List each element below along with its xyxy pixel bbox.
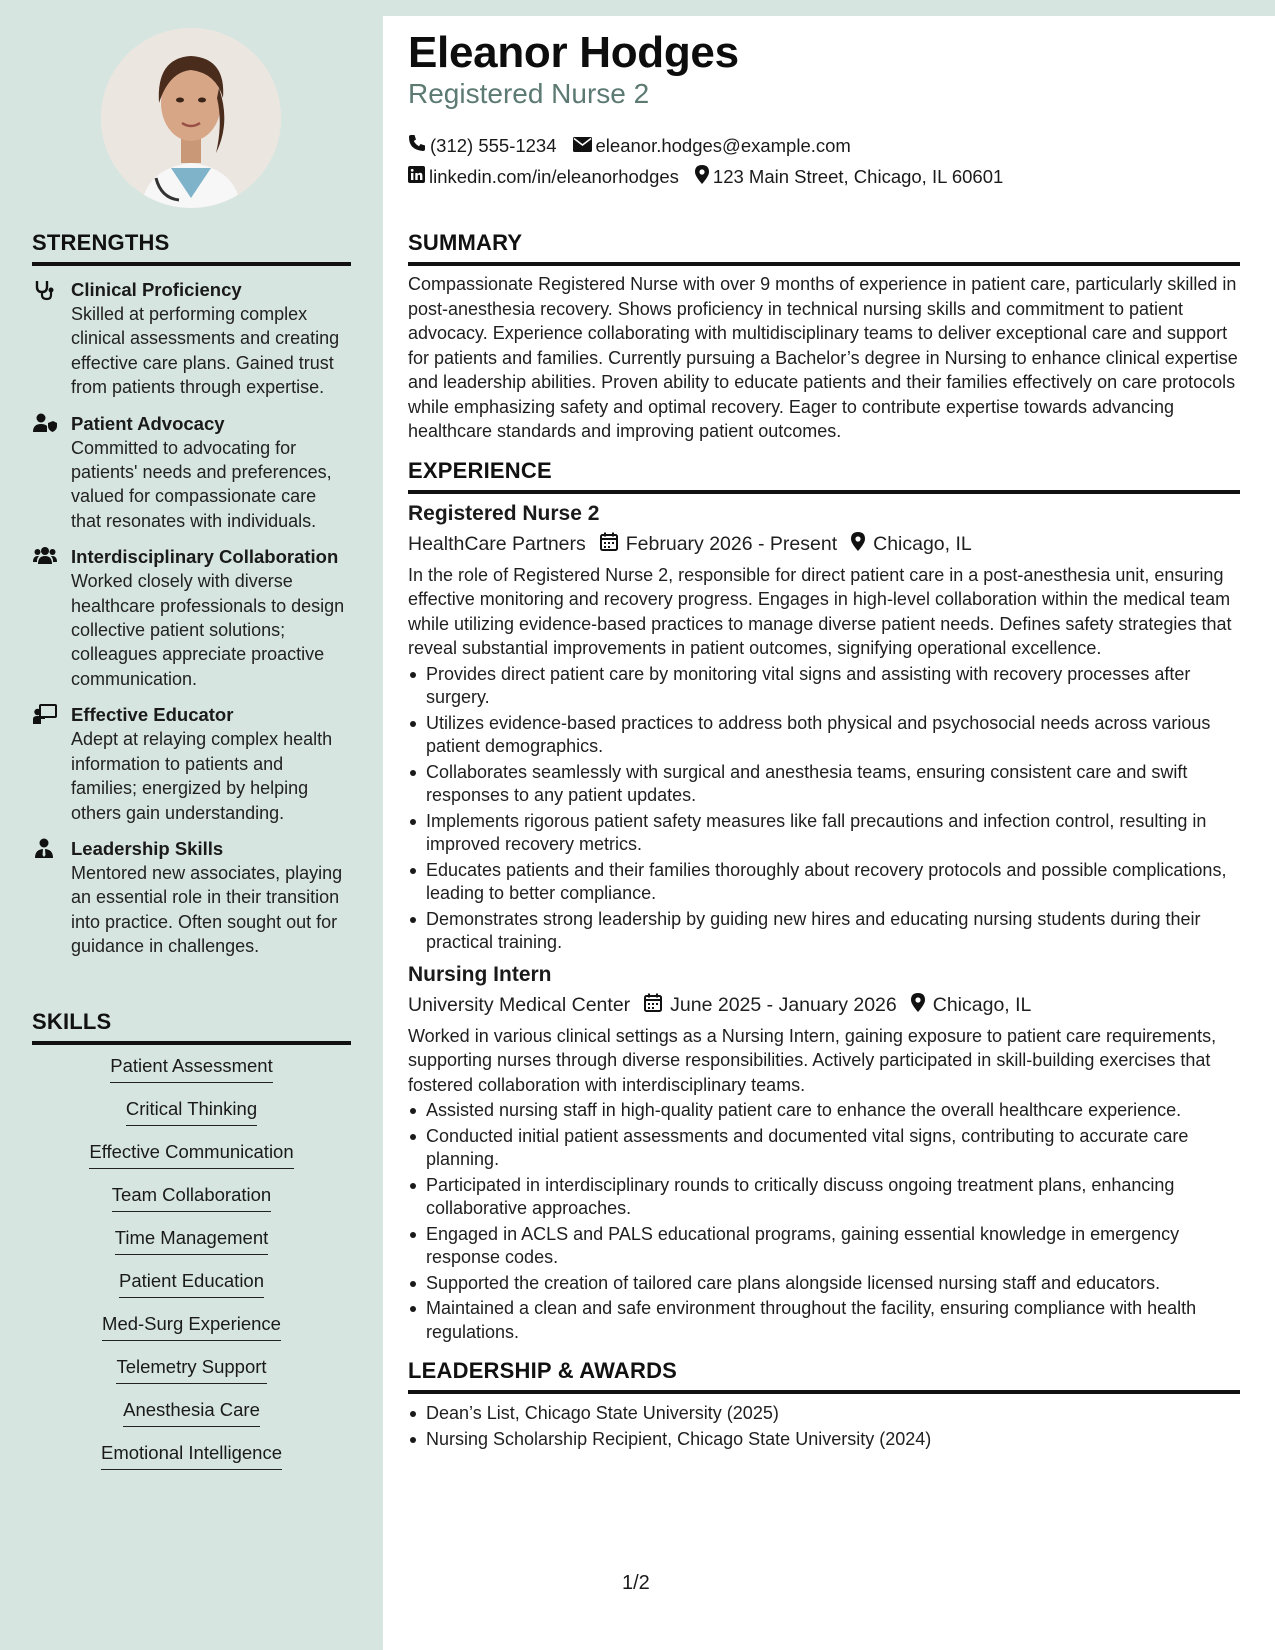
skill-tag: Emotional Intelligence [101, 1442, 282, 1470]
users-icon [33, 546, 57, 568]
candidate-role: Registered Nurse 2 [408, 78, 650, 109]
job-entry [408, 963, 1240, 1345]
job-bullets [408, 1099, 1240, 1344]
strength-desc: Skilled at performing complex clinical assessments and creating effective care plans. Gained trust from patients through expertise. [71, 304, 340, 398]
job-title: Nursing Intern [408, 962, 552, 986]
bullet-item: Conducted initial patient assessments and documented vital signs, contributing to accurate care planning. [408, 1125, 1240, 1172]
skill-tag: Team Collaboration [112, 1184, 271, 1212]
bullet-item: Educates patients and their families thoroughly about recovery protocols and possible complications, leading to better compliance. [408, 859, 1240, 906]
resume-header [383, 0, 1275, 220]
bullet-item: Supported the creation of tailored care plans alongside licensed nursing staff and educators. [408, 1272, 1240, 1296]
job-title: Registered Nurse 2 [408, 501, 600, 525]
awards-list [408, 1402, 1240, 1451]
address-text: 123 Main Street, Chicago, IL 60601 [712, 166, 1004, 187]
bullet-item: Maintained a clean and safe environment throughout the facility, ensuring compliance with health regulations. [408, 1297, 1240, 1344]
contact-row-1 [408, 134, 867, 157]
strength-title: Interdisciplinary Collaboration [71, 546, 339, 568]
company-name: University Medical Center [408, 993, 631, 1016]
job-dates [600, 532, 837, 557]
awards-heading: LEADERSHIP & AWARDS [408, 1358, 1240, 1394]
bullet-item: Collaborates seamlessly with surgical and anesthesia teams, ensuring consistent care and swift responses to any patient updates. [408, 761, 1240, 808]
strengths-heading: STRENGTHS [32, 230, 351, 266]
chalkboard-teacher-icon [33, 704, 57, 726]
user-tie-icon [33, 838, 57, 860]
phone-icon [408, 134, 430, 157]
job-description: In the role of Registered Nurse 2, responsible for direct patient care in a post-anesthesia unit, ensuring effective monitoring and recovery progress. Engages in high-level collaboration within the medical team while utilizing evidence-based practices to manage diverse patient needs. Defines safety strategies that reveal substantial improvements in patient outcomes, signifying operational excellence. [408, 564, 1232, 658]
strength-item [32, 837, 351, 959]
experience-heading: EXPERIENCE [408, 458, 1240, 494]
summary-heading: SUMMARY [408, 230, 1240, 266]
skills-heading: SKILLS [32, 1009, 351, 1045]
skill-tag: Patient Education [119, 1270, 264, 1298]
linkedin-contact[interactable] [408, 166, 679, 188]
strength-desc: Mentored new associates, playing an essential role in their transition into practice. Often sought out for guidance in challenges. [71, 862, 343, 957]
job-location [911, 993, 1032, 1018]
stethoscope-icon [33, 279, 57, 301]
calendar-icon [600, 532, 626, 557]
job-description: Worked in various clinical settings as a Nursing Intern, gaining exposure to patient care requirements, supporting nurses through diverse responsibilities. Actively participated in skill-building exercises that fostered collaboration with interdisciplinary teams. [408, 1025, 1217, 1095]
skill-tag: Critical Thinking [126, 1098, 257, 1126]
email-text[interactable]: eleanor.hodges@example.com [595, 134, 851, 156]
job-location [851, 532, 972, 557]
user-shield-icon [33, 413, 57, 435]
avatar [101, 28, 281, 208]
contact-row-2 [408, 165, 1019, 189]
job-entry [408, 502, 1240, 955]
job-meta [408, 532, 1240, 557]
page-number: 1/2 [622, 1572, 650, 1594]
skill-tag: Telemetry Support [116, 1356, 266, 1384]
job-dates [644, 993, 897, 1018]
bullet-item: Implements rigorous patient safety measures like fall precautions and infection control, resulting in improved recovery metrics. [408, 810, 1240, 857]
job-bullets [408, 663, 1240, 955]
phone-contact [408, 134, 557, 157]
map-pin-icon [911, 993, 933, 1018]
award-item: Dean’s List, Chicago State University (2025) [408, 1402, 1240, 1426]
strength-title: Patient Advocacy [71, 412, 225, 434]
skill-tag: Med-Surg Experience [102, 1313, 281, 1341]
phone-text: (312) 555-1234 [430, 134, 557, 156]
award-item: Nursing Scholarship Recipient, Chicago State University (2024) [408, 1428, 1240, 1452]
summary-section [408, 230, 1240, 444]
calendar-icon [644, 993, 670, 1018]
address-contact [695, 165, 1003, 189]
company-name: HealthCare Partners [408, 532, 586, 555]
skills-section [32, 1009, 351, 1485]
main-content [383, 230, 1275, 1453]
bullet-item: Provides direct patient care by monitoring vital signs and assisting with recovery processes after surgery. [408, 663, 1240, 710]
bullet-item: Assisted nursing staff in high-quality patient care to enhance the overall healthcare experience. [408, 1099, 1240, 1123]
strength-desc: Worked closely with diverse healthcare professionals to design collective patient solutions; colleagues appreciate proactive communication. [71, 571, 345, 689]
linkedin-text[interactable]: linkedin.com/in/eleanorhodges [429, 166, 679, 187]
experience-section [408, 458, 1240, 1345]
candidate-name: Eleanor Hodges [408, 28, 739, 77]
bullet-item: Participated in interdisciplinary rounds to critically discuss ongoing treatment plans, enhancing collaborative approaches. [408, 1174, 1240, 1221]
bullet-item: Utilizes evidence-based practices to address both physical and psychosocial needs across various patient demographics. [408, 712, 1240, 759]
job-dates-text: June 2025 - January 2026 [670, 993, 897, 1016]
strength-item [32, 412, 351, 534]
strength-title: Leadership Skills [71, 837, 224, 859]
bullet-item: Engaged in ACLS and PALS educational programs, gaining essential knowledge in emergency response codes. [408, 1223, 1240, 1270]
linkedin-icon [408, 166, 429, 188]
skill-tag: Patient Assessment [110, 1055, 272, 1083]
strength-title: Effective Educator [71, 704, 234, 726]
map-pin-icon [851, 532, 873, 557]
strength-item [32, 545, 351, 691]
map-pin-icon [695, 165, 713, 189]
strength-desc: Adept at relaying complex health information to patients and families; energized by helping others gain understanding. [71, 729, 333, 823]
envelope-icon [573, 135, 596, 157]
job-meta [408, 993, 1240, 1018]
bullet-item: Demonstrates strong leadership by guiding new hires and educating nursing students during their practical training. [408, 908, 1240, 955]
email-contact[interactable] [573, 135, 851, 157]
job-dates-text: February 2026 - Present [625, 532, 838, 555]
strength-title: Clinical Proficiency [71, 279, 242, 300]
strength-item [32, 278, 351, 400]
skills-list [32, 1055, 351, 1470]
awards-section [408, 1358, 1240, 1451]
skill-tag: Time Management [115, 1227, 269, 1255]
job-location-text: Chicago, IL [873, 532, 972, 555]
skill-tag: Effective Communication [89, 1141, 293, 1169]
skill-tag: Anesthesia Care [123, 1399, 260, 1427]
job-location-text: Chicago, IL [932, 993, 1032, 1016]
summary-text: Compassionate Registered Nurse with over 9 months of experience in patient care, particularly skilled in post-anesthesia recovery. Shows proficiency in technical nursing skills and commitment to patient advocacy. Experience collaborating with multidisciplinary teams to deliver exceptional care and support for patients and families. Currently pursuing a Bachelor’s degree in Nursing to enhance clinical expertise and leadership abilities. Proven ability to educate patients and their families effectively on care protocols while emphasizing safety and optimal recovery. Eager to contribute expertise towards advancing healthcare standards and improving patient outcomes. [408, 274, 1238, 441]
strengths-section [32, 230, 351, 959]
strength-item [32, 703, 351, 825]
strength-desc: Committed to advocating for patients' needs and preferences, valued for compassionate care that resonates with individuals. [71, 437, 332, 531]
